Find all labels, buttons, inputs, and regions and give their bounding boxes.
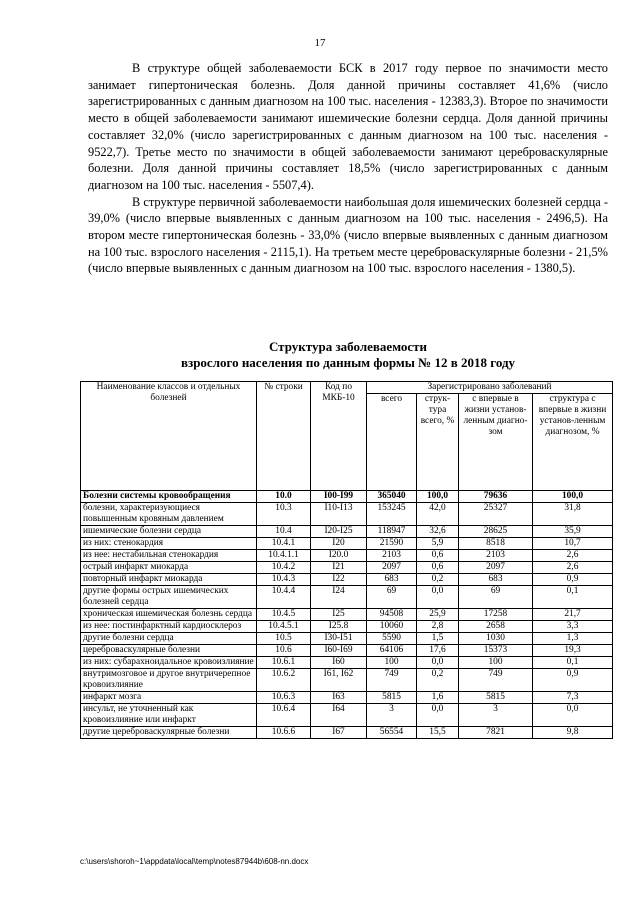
cell-first-pct: 0,9 <box>533 574 613 586</box>
cell-first-pct: 0,9 <box>533 669 613 692</box>
cell-no: 10.6.6 <box>257 727 311 739</box>
cell-first: 3 <box>459 704 533 727</box>
cell-no: 10.4.1.1 <box>257 550 311 562</box>
table-row <box>81 526 613 538</box>
cell-name: хроническая ишемическая болезнь сердца <box>81 609 257 621</box>
table-row <box>81 669 613 692</box>
cell-no: 10.4.5.1 <box>257 621 311 633</box>
cell-total: 5815 <box>367 692 417 704</box>
cell-pct: 2,8 <box>417 621 459 633</box>
cell-first: 683 <box>459 574 533 586</box>
cell-pct: 42,0 <box>417 503 459 526</box>
cell-first-pct: 35,9 <box>533 526 613 538</box>
table-row <box>81 657 613 669</box>
cell-no: 10.4.5 <box>257 609 311 621</box>
cell-first: 2097 <box>459 562 533 574</box>
paragraph-2: В структуре первичной заболеваемости наибольшая доля ишемических болезней сердца - 39,0% (число впервые выявленных с данным диагнозом на 100 тыс. населения - 2496,5). На втором месте гипертоническая болезнь - 33,0% (число впервые выявленных с данным диагнозом на 100 тыс. взрослого населения - 2115,1). На третьем месте цереброваскулярные болезни - 21,5% (число впервые выявленных с данным диагнозом на 100 тыс. взрослого населения - 1380,5). <box>88 194 608 276</box>
cell-total: 153245 <box>367 503 417 526</box>
cell-total: 118947 <box>367 526 417 538</box>
cell-code: I20-I25 <box>311 526 367 538</box>
header-name: Наименование классов и отдельных болезней <box>81 382 257 491</box>
cell-code: I30-I51 <box>311 633 367 645</box>
cell-name: болезни, характеризующиеся повышенным кровяным давлением <box>81 503 257 526</box>
cell-name: Болезни системы кровообращения <box>81 491 257 503</box>
cell-name: цереброваскулярные болезни <box>81 645 257 657</box>
cell-code: I25 <box>311 609 367 621</box>
cell-no: 10.6.4 <box>257 704 311 727</box>
cell-pct: 0,0 <box>417 704 459 727</box>
cell-code: I10-I13 <box>311 503 367 526</box>
cell-first: 25327 <box>459 503 533 526</box>
cell-no: 10.0 <box>257 491 311 503</box>
table-row <box>81 550 613 562</box>
cell-first: 2103 <box>459 550 533 562</box>
cell-first: 7821 <box>459 727 533 739</box>
cell-first: 8518 <box>459 538 533 550</box>
cell-code: I63 <box>311 692 367 704</box>
cell-pct: 0,6 <box>417 550 459 562</box>
cell-pct: 0,0 <box>417 586 459 609</box>
table-row <box>81 574 613 586</box>
cell-total: 69 <box>367 586 417 609</box>
table-title <box>88 339 608 371</box>
header-registered: Зарегистрировано заболеваний <box>367 382 613 394</box>
cell-total: 749 <box>367 669 417 692</box>
cell-no: 10.6 <box>257 645 311 657</box>
cell-name: из нее: постинфарктный кардиосклероз <box>81 621 257 633</box>
table-title-line-2: взрослого населения по данным формы № 12 в 2018 году <box>180 355 516 370</box>
cell-total: 10060 <box>367 621 417 633</box>
table-row <box>81 562 613 574</box>
cell-first-pct: 3,3 <box>533 621 613 633</box>
cell-first-pct: 0,0 <box>533 704 613 727</box>
cell-name: ишемические болезни сердца <box>81 526 257 538</box>
cell-code: I20 <box>311 538 367 550</box>
cell-name: острый инфаркт миокарда <box>81 562 257 574</box>
cell-first: 15373 <box>459 645 533 657</box>
cell-total: 21590 <box>367 538 417 550</box>
page-number: 17 <box>314 37 326 49</box>
table-header-row <box>81 382 613 394</box>
cell-pct: 15,5 <box>417 727 459 739</box>
cell-first-pct: 2,6 <box>533 550 613 562</box>
cell-total: 2103 <box>367 550 417 562</box>
cell-first: 1030 <box>459 633 533 645</box>
cell-code: I20.0 <box>311 550 367 562</box>
header-structure: струк-тура всего, % <box>417 394 459 491</box>
table-row <box>81 704 613 727</box>
cell-name: инфаркт мозга <box>81 692 257 704</box>
cell-total: 56554 <box>367 727 417 739</box>
cell-first-pct: 19,3 <box>533 645 613 657</box>
cell-no: 10.4.2 <box>257 562 311 574</box>
cell-total: 3 <box>367 704 417 727</box>
table-row <box>81 692 613 704</box>
table-row <box>81 727 613 739</box>
cell-total: 2097 <box>367 562 417 574</box>
cell-code: I24 <box>311 586 367 609</box>
table-row <box>81 645 613 657</box>
cell-code: I22 <box>311 574 367 586</box>
cell-first-pct: 0,1 <box>533 586 613 609</box>
cell-pct: 1,6 <box>417 692 459 704</box>
cell-code: I60 <box>311 657 367 669</box>
cell-pct: 1,5 <box>417 633 459 645</box>
body-text <box>88 60 608 277</box>
cell-first-pct: 10,7 <box>533 538 613 550</box>
cell-first-pct: 0,1 <box>533 657 613 669</box>
cell-first-pct: 21,7 <box>533 609 613 621</box>
cell-code: I00-I99 <box>311 491 367 503</box>
cell-name: из них: стенокардия <box>81 538 257 550</box>
cell-first: 28625 <box>459 526 533 538</box>
table-row <box>81 538 613 550</box>
cell-no: 10.6.2 <box>257 669 311 692</box>
cell-first-pct: 31,8 <box>533 503 613 526</box>
cell-no: 10.4.1 <box>257 538 311 550</box>
cell-pct: 5,9 <box>417 538 459 550</box>
cell-no: 10.4.3 <box>257 574 311 586</box>
cell-name: из нее: нестабильная стенокардия <box>81 550 257 562</box>
cell-total: 5590 <box>367 633 417 645</box>
cell-first: 749 <box>459 669 533 692</box>
table-row <box>81 633 613 645</box>
cell-code: I67 <box>311 727 367 739</box>
cell-code: I61, I62 <box>311 669 367 692</box>
cell-first: 5815 <box>459 692 533 704</box>
table-row <box>81 621 613 633</box>
cell-name: повторный инфаркт миокарда <box>81 574 257 586</box>
table-body <box>81 491 613 739</box>
cell-no: 10.6.1 <box>257 657 311 669</box>
cell-pct: 17,6 <box>417 645 459 657</box>
cell-name: инсульт, не уточненный как кровоизлияние или инфаркт <box>81 704 257 727</box>
cell-no: 10.5 <box>257 633 311 645</box>
cell-total: 64106 <box>367 645 417 657</box>
cell-first-pct: 9,8 <box>533 727 613 739</box>
cell-first-pct: 2,6 <box>533 562 613 574</box>
table-title-line-1: Структура заболеваемости <box>268 339 428 354</box>
cell-first: 69 <box>459 586 533 609</box>
cell-first: 100 <box>459 657 533 669</box>
cell-name: другие формы острых ишемических болезней сердца <box>81 586 257 609</box>
cell-name: внутримозговое и другое внутричерепное кровоизлияние <box>81 669 257 692</box>
header-code: Код по МКБ-10 <box>311 382 367 491</box>
cell-first-pct: 100,0 <box>533 491 613 503</box>
paragraph-1: В структуре общей заболеваемости БСК в 2017 году первое по значимости место занимает гипертоническая болезнь. Доля данной причины составляет 41,6% (число зарегистрированных с данным диагнозом на 100 тыс. населения - 12383,3). Второе по значимости место в общей заболеваемости занимают ишемические болезни сердца. Доля данной причины составляет 32,0% (число зарегистрированных с данным диагнозом на 100 тыс. населения - 9522,7). Третье место по значимости в общей заболеваемости занимают цереброваскулярные болезни. Доля данной причины составляет 18,5% (число зарегистрированных с данным диагнозом на 100 тыс. населения - 5507,4). <box>88 61 608 192</box>
cell-name: другие болезни сердца <box>81 633 257 645</box>
cell-first: 2658 <box>459 621 533 633</box>
cell-first-pct: 7,3 <box>533 692 613 704</box>
cell-no: 10.4.4 <box>257 586 311 609</box>
cell-code: I21 <box>311 562 367 574</box>
cell-pct: 32,6 <box>417 526 459 538</box>
header-total: всего <box>367 394 417 491</box>
header-first-structure: структура с впервые в жизни установ-ленным диагнозом, % <box>533 394 613 491</box>
cell-total: 365040 <box>367 491 417 503</box>
morbidity-table <box>80 381 613 739</box>
cell-total: 94508 <box>367 609 417 621</box>
cell-code: I60-I69 <box>311 645 367 657</box>
cell-pct: 0,6 <box>417 562 459 574</box>
table-row <box>81 609 613 621</box>
cell-pct: 25,9 <box>417 609 459 621</box>
header-row-no: № строки <box>257 382 311 491</box>
cell-total: 683 <box>367 574 417 586</box>
cell-name: другие цереброваскулярные болезни <box>81 727 257 739</box>
footer-file-path: c:\users\shoroh~1\appdata\local\temp\notes87944b\608-nn.docx <box>80 857 309 866</box>
cell-name: из них: субарахноидальное кровоизлияние <box>81 657 257 669</box>
cell-first: 17258 <box>459 609 533 621</box>
table-row <box>81 491 613 503</box>
cell-no: 10.6.3 <box>257 692 311 704</box>
cell-no: 10.4 <box>257 526 311 538</box>
header-first: с впервые в жизни установ-ленным диагно-зом <box>459 394 533 491</box>
cell-first-pct: 1,3 <box>533 633 613 645</box>
cell-total: 100 <box>367 657 417 669</box>
cell-pct: 0,2 <box>417 669 459 692</box>
cell-code: I25.8 <box>311 621 367 633</box>
table-row <box>81 586 613 609</box>
cell-pct: 0,0 <box>417 657 459 669</box>
cell-code: I64 <box>311 704 367 727</box>
cell-first: 79636 <box>459 491 533 503</box>
cell-pct: 0,2 <box>417 574 459 586</box>
cell-no: 10.3 <box>257 503 311 526</box>
cell-pct: 100,0 <box>417 491 459 503</box>
table-row <box>81 503 613 526</box>
